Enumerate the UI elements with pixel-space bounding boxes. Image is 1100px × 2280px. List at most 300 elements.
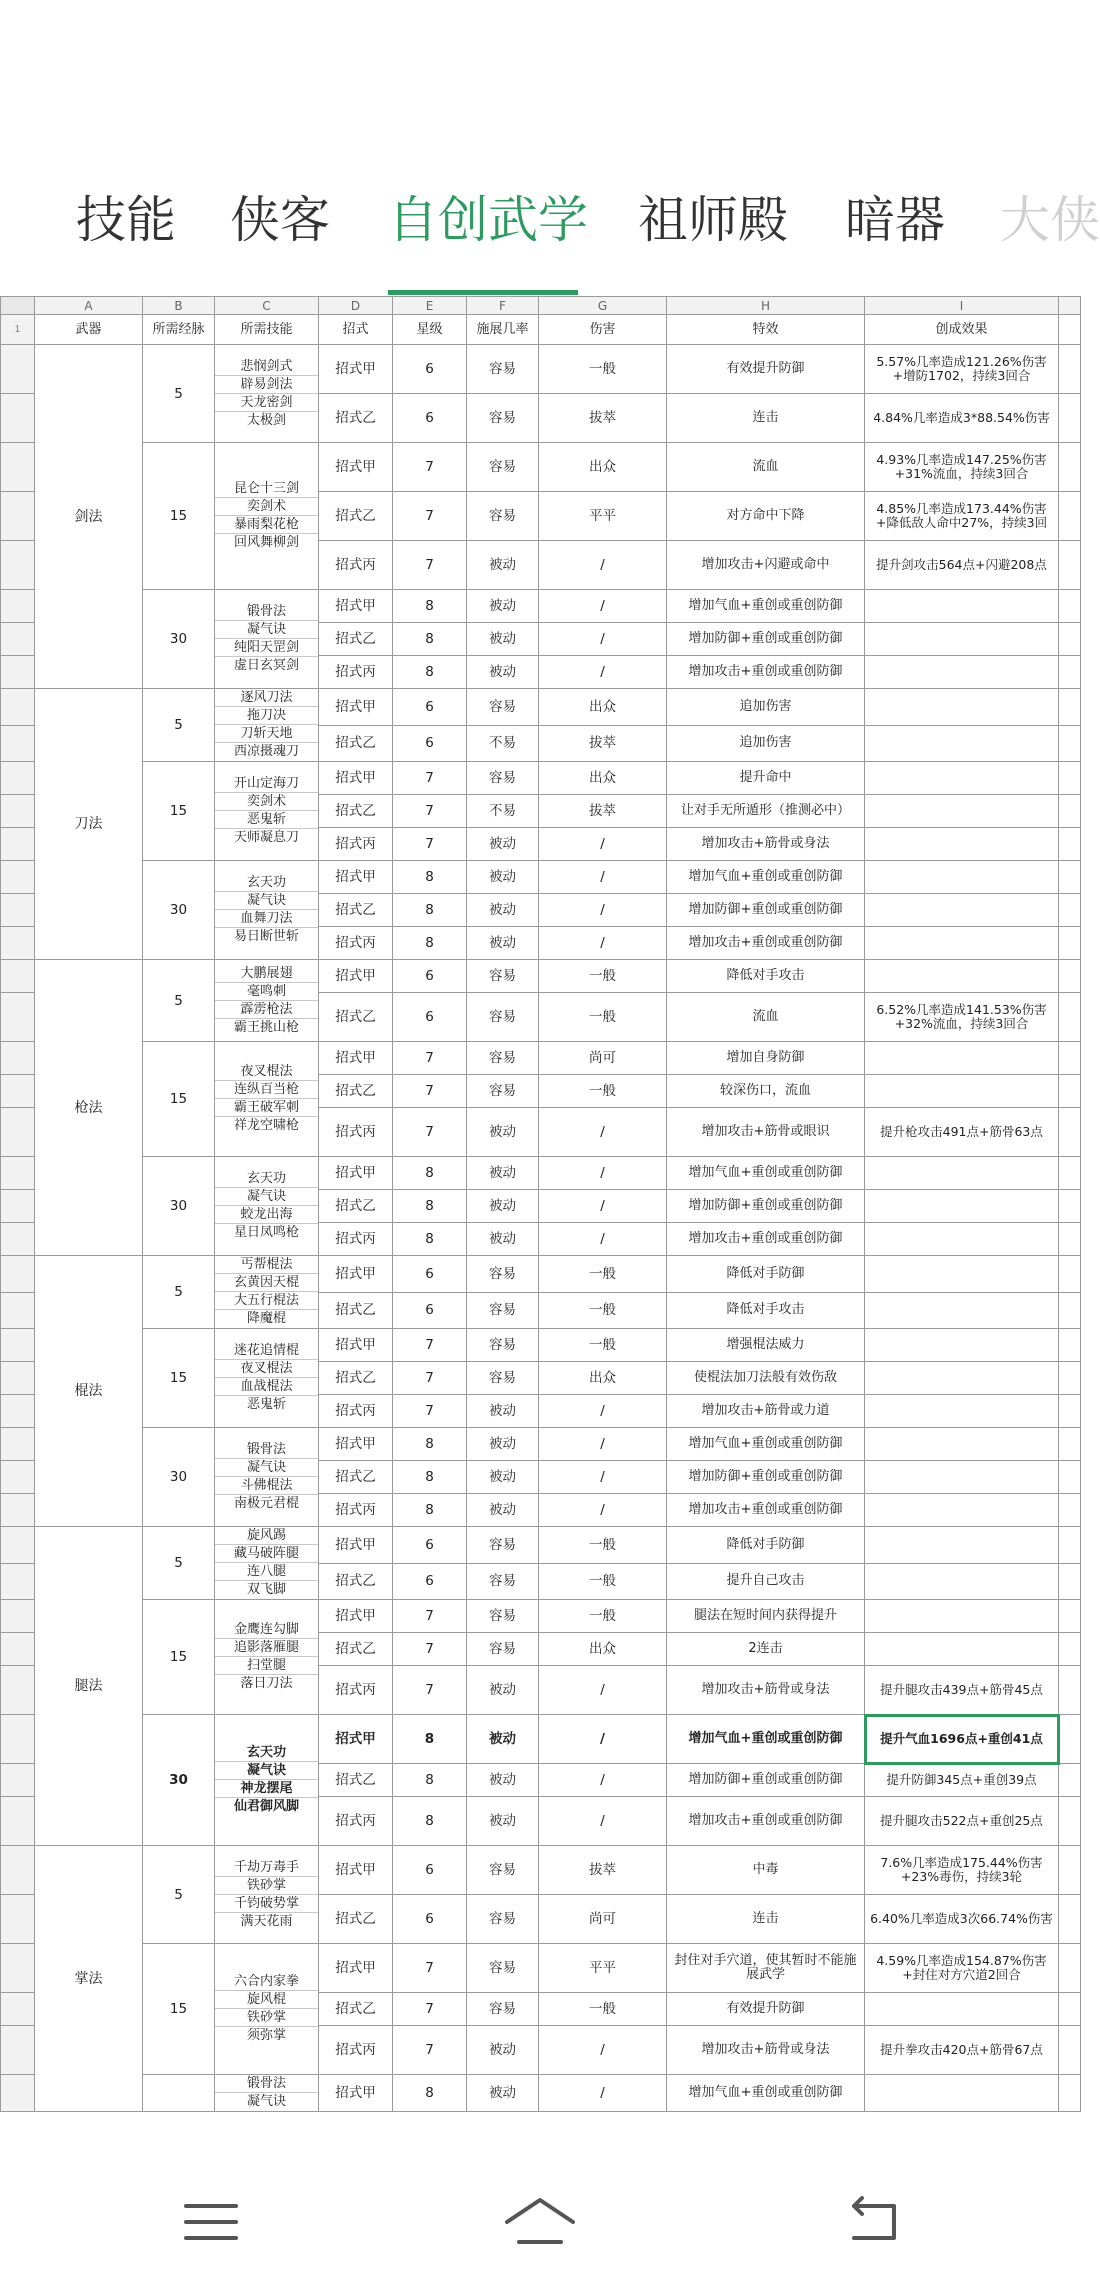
column-header[interactable]: A (35, 297, 143, 315)
column-header[interactable]: F (467, 297, 539, 315)
effect-cell[interactable]: 增加气血+重创或重创防御 (667, 1715, 865, 1764)
empty-cell[interactable] (1059, 1527, 1081, 1564)
spreadsheet[interactable] (0, 296, 1080, 2109)
row-number[interactable] (1, 1895, 35, 1944)
header-cell[interactable]: 所需技能 (215, 315, 319, 345)
star-cell[interactable]: 8 (393, 861, 467, 894)
header-cell[interactable]: 招式 (319, 315, 393, 345)
empty-cell[interactable] (1059, 1428, 1081, 1461)
star-cell[interactable]: 8 (393, 1461, 467, 1494)
empty-cell[interactable] (1059, 541, 1081, 590)
result-cell[interactable] (865, 656, 1059, 689)
rate-cell[interactable]: 被动 (467, 1666, 539, 1715)
rate-cell[interactable]: 被动 (467, 541, 539, 590)
result-cell[interactable] (865, 828, 1059, 861)
effect-cell[interactable]: 增加攻击+重创或重创防御 (667, 1223, 865, 1256)
header-cell[interactable]: 施展几率 (467, 315, 539, 345)
empty-cell[interactable] (1059, 828, 1081, 861)
result-cell[interactable] (865, 689, 1059, 726)
star-cell[interactable]: 8 (393, 656, 467, 689)
result-cell[interactable]: 4.59%几率造成154.87%伤害+封住对方穴道2回合 (865, 1944, 1059, 1993)
result-cell[interactable] (865, 1428, 1059, 1461)
move-cell[interactable]: 招式乙 (319, 1993, 393, 2026)
move-cell[interactable]: 招式乙 (319, 993, 393, 1042)
row-number[interactable] (1, 1715, 35, 1764)
move-cell[interactable]: 招式甲 (319, 960, 393, 993)
rate-cell[interactable]: 被动 (467, 894, 539, 927)
move-cell[interactable]: 招式甲 (319, 1042, 393, 1075)
damage-cell[interactable]: 一般 (539, 1256, 667, 1293)
effect-cell[interactable]: 腿法在短时间内获得提升 (667, 1600, 865, 1633)
rate-cell[interactable]: 容易 (467, 762, 539, 795)
rate-cell[interactable]: 容易 (467, 1042, 539, 1075)
effect-cell[interactable]: 增加攻击+重创或重创防御 (667, 1494, 865, 1527)
move-cell[interactable]: 招式甲 (319, 2075, 393, 2112)
result-cell[interactable] (865, 861, 1059, 894)
empty-cell[interactable] (1059, 345, 1081, 394)
row-number[interactable]: 1 (1, 315, 35, 345)
move-cell[interactable]: 招式甲 (319, 689, 393, 726)
weapon-cell[interactable]: 掌法 (35, 1846, 143, 2112)
empty-cell[interactable] (1059, 1190, 1081, 1223)
move-cell[interactable]: 招式乙 (319, 1764, 393, 1797)
star-cell[interactable]: 6 (393, 725, 467, 762)
empty-cell[interactable] (1059, 443, 1081, 492)
row-number[interactable] (1, 689, 35, 726)
damage-cell[interactable]: 出众 (539, 1362, 667, 1395)
move-cell[interactable]: 招式乙 (319, 1633, 393, 1666)
damage-cell[interactable]: 出众 (539, 689, 667, 726)
move-cell[interactable]: 招式乙 (319, 394, 393, 443)
rate-cell[interactable]: 容易 (467, 345, 539, 394)
empty-cell[interactable] (1059, 1292, 1081, 1329)
star-cell[interactable]: 6 (393, 1895, 467, 1944)
star-cell[interactable]: 6 (393, 1256, 467, 1293)
empty-cell[interactable] (1059, 590, 1081, 623)
effect-cell[interactable]: 使棍法加刀法般有效伤敌 (667, 1362, 865, 1395)
rate-cell[interactable]: 被动 (467, 2026, 539, 2075)
empty-cell[interactable] (1059, 960, 1081, 993)
effect-cell[interactable]: 增加攻击+闪避或命中 (667, 541, 865, 590)
move-cell[interactable]: 招式丙 (319, 1395, 393, 1428)
row-number[interactable] (1, 1600, 35, 1633)
star-cell[interactable]: 8 (393, 1157, 467, 1190)
column-header-extra[interactable] (1059, 297, 1081, 315)
column-header[interactable]: G (539, 297, 667, 315)
damage-cell[interactable]: / (539, 927, 667, 960)
damage-cell[interactable]: 尚可 (539, 1042, 667, 1075)
star-cell[interactable]: 7 (393, 762, 467, 795)
row-number[interactable] (1, 1042, 35, 1075)
damage-cell[interactable]: 一般 (539, 993, 667, 1042)
column-header[interactable]: C (215, 297, 319, 315)
damage-cell[interactable]: 一般 (539, 1075, 667, 1108)
damage-cell[interactable]: 拔萃 (539, 725, 667, 762)
result-cell[interactable] (865, 1993, 1059, 2026)
effect-cell[interactable]: 增强棍法威力 (667, 1329, 865, 1362)
star-cell[interactable]: 8 (393, 2075, 467, 2112)
req-meridian-cell[interactable]: 5 (143, 1846, 215, 1944)
result-cell[interactable] (865, 795, 1059, 828)
move-cell[interactable]: 招式甲 (319, 1428, 393, 1461)
move-cell[interactable]: 招式丙 (319, 1666, 393, 1715)
move-cell[interactable]: 招式丙 (319, 927, 393, 960)
move-cell[interactable]: 招式甲 (319, 1157, 393, 1190)
empty-cell[interactable] (1059, 623, 1081, 656)
row-number[interactable] (1, 2026, 35, 2075)
rate-cell[interactable]: 被动 (467, 1461, 539, 1494)
row-number[interactable] (1, 828, 35, 861)
move-cell[interactable]: 招式乙 (319, 1075, 393, 1108)
damage-cell[interactable]: / (539, 623, 667, 656)
effect-cell[interactable]: 增加气血+重创或重创防御 (667, 1157, 865, 1190)
damage-cell[interactable]: 一般 (539, 1292, 667, 1329)
star-cell[interactable]: 8 (393, 1764, 467, 1797)
star-cell[interactable]: 8 (393, 623, 467, 656)
damage-cell[interactable]: 拔萃 (539, 394, 667, 443)
rate-cell[interactable]: 容易 (467, 1600, 539, 1633)
star-cell[interactable]: 7 (393, 1633, 467, 1666)
damage-cell[interactable]: 一般 (539, 1329, 667, 1362)
damage-cell[interactable]: / (539, 1666, 667, 1715)
rate-cell[interactable]: 容易 (467, 1329, 539, 1362)
star-cell[interactable]: 7 (393, 443, 467, 492)
empty-cell[interactable] (1059, 1108, 1081, 1157)
rate-cell[interactable]: 不易 (467, 725, 539, 762)
move-cell[interactable]: 招式甲 (319, 1527, 393, 1564)
req-skills-cell[interactable] (215, 1846, 319, 1944)
effect-cell[interactable]: 降低对手攻击 (667, 1292, 865, 1329)
row-number[interactable] (1, 1666, 35, 1715)
req-skills-cell[interactable] (215, 762, 319, 861)
result-cell[interactable] (865, 1527, 1059, 1564)
row-number[interactable] (1, 1329, 35, 1362)
rate-cell[interactable]: 被动 (467, 1494, 539, 1527)
star-cell[interactable]: 7 (393, 1362, 467, 1395)
move-cell[interactable]: 招式甲 (319, 1256, 393, 1293)
req-meridian-cell[interactable]: 30 (143, 861, 215, 960)
damage-cell[interactable]: 尚可 (539, 1895, 667, 1944)
star-cell[interactable]: 8 (393, 1797, 467, 1846)
select-all-corner[interactable] (1, 297, 35, 315)
row-number[interactable] (1, 623, 35, 656)
req-meridian-cell[interactable]: 30 (143, 1715, 215, 1846)
move-cell[interactable]: 招式丙 (319, 541, 393, 590)
move-cell[interactable]: 招式乙 (319, 795, 393, 828)
move-cell[interactable]: 招式乙 (319, 1563, 393, 1600)
empty-cell[interactable] (1059, 1223, 1081, 1256)
effect-cell[interactable]: 增加攻击+筋骨或身法 (667, 1666, 865, 1715)
effect-cell[interactable]: 有效提升防御 (667, 345, 865, 394)
effect-cell[interactable]: 增加攻击+筋骨或眼识 (667, 1108, 865, 1157)
result-cell[interactable] (865, 1494, 1059, 1527)
move-cell[interactable]: 招式甲 (319, 590, 393, 623)
row-number[interactable] (1, 725, 35, 762)
rate-cell[interactable]: 容易 (467, 1075, 539, 1108)
rate-cell[interactable]: 被动 (467, 623, 539, 656)
empty-cell[interactable] (1059, 2075, 1081, 2112)
star-cell[interactable]: 6 (393, 1846, 467, 1895)
result-cell[interactable] (865, 1633, 1059, 1666)
move-cell[interactable]: 招式甲 (319, 443, 393, 492)
req-meridian-cell[interactable]: 15 (143, 762, 215, 861)
empty-cell[interactable] (1059, 1042, 1081, 1075)
rate-cell[interactable]: 容易 (467, 1292, 539, 1329)
req-skills-cell[interactable] (215, 1715, 319, 1846)
header-cell[interactable]: 星级 (393, 315, 467, 345)
row-number[interactable] (1, 1944, 35, 1993)
result-cell[interactable] (865, 762, 1059, 795)
damage-cell[interactable]: / (539, 828, 667, 861)
effect-cell[interactable]: 增加防御+重创或重创防御 (667, 1764, 865, 1797)
damage-cell[interactable]: 一般 (539, 1600, 667, 1633)
empty-cell[interactable] (1059, 656, 1081, 689)
result-cell[interactable]: 6.52%几率造成141.53%伤害+32%流血，持续3回合 (865, 993, 1059, 1042)
effect-cell[interactable]: 增加防御+重创或重创防御 (667, 623, 865, 656)
row-number[interactable] (1, 960, 35, 993)
rate-cell[interactable]: 被动 (467, 1715, 539, 1764)
move-cell[interactable]: 招式乙 (319, 492, 393, 541)
rate-cell[interactable]: 容易 (467, 1895, 539, 1944)
row-number[interactable] (1, 541, 35, 590)
result-cell[interactable] (865, 725, 1059, 762)
move-cell[interactable]: 招式丙 (319, 828, 393, 861)
move-cell[interactable]: 招式乙 (319, 623, 393, 656)
result-cell[interactable] (865, 1075, 1059, 1108)
star-cell[interactable]: 7 (393, 541, 467, 590)
damage-cell[interactable]: / (539, 1797, 667, 1846)
move-cell[interactable]: 招式丙 (319, 1797, 393, 1846)
star-cell[interactable]: 7 (393, 1395, 467, 1428)
damage-cell[interactable]: 拔萃 (539, 1846, 667, 1895)
req-meridian-cell[interactable]: 15 (143, 1042, 215, 1157)
req-skills-cell[interactable] (215, 1042, 319, 1157)
result-cell[interactable] (865, 1362, 1059, 1395)
effect-cell[interactable]: 增加攻击+重创或重创防御 (667, 927, 865, 960)
star-cell[interactable]: 7 (393, 1944, 467, 1993)
row-number[interactable] (1, 1428, 35, 1461)
move-cell[interactable]: 招式乙 (319, 1362, 393, 1395)
effect-cell[interactable]: 2连击 (667, 1633, 865, 1666)
star-cell[interactable]: 7 (393, 1600, 467, 1633)
rate-cell[interactable]: 容易 (467, 1563, 539, 1600)
effect-cell[interactable]: 降低对手攻击 (667, 960, 865, 993)
result-cell[interactable]: 5.57%几率造成121.26%伤害+增防1702，持续3回合 (865, 345, 1059, 394)
effect-cell[interactable]: 增加气血+重创或重创防御 (667, 590, 865, 623)
star-cell[interactable]: 8 (393, 894, 467, 927)
home-icon[interactable] (495, 2186, 585, 2256)
effect-cell[interactable]: 增加防御+重创或重创防御 (667, 1190, 865, 1223)
star-cell[interactable]: 6 (393, 1292, 467, 1329)
column-header[interactable]: I (865, 297, 1059, 315)
column-header[interactable]: D (319, 297, 393, 315)
weapon-cell[interactable]: 剑法 (35, 345, 143, 689)
tab-5[interactable]: 大侠 (1000, 191, 1100, 249)
rate-cell[interactable]: 被动 (467, 828, 539, 861)
column-header[interactable]: B (143, 297, 215, 315)
empty-cell[interactable] (1059, 1633, 1081, 1666)
effect-cell[interactable]: 增加气血+重创或重创防御 (667, 2075, 865, 2112)
effect-cell[interactable]: 增加防御+重创或重创防御 (667, 894, 865, 927)
row-number[interactable] (1, 1157, 35, 1190)
damage-cell[interactable]: 一般 (539, 1527, 667, 1564)
tab-3[interactable]: 祖师殿 (638, 191, 788, 249)
row-number[interactable] (1, 927, 35, 960)
rate-cell[interactable]: 容易 (467, 993, 539, 1042)
effect-cell[interactable]: 增加自身防御 (667, 1042, 865, 1075)
req-meridian-cell[interactable]: 30 (143, 1157, 215, 1256)
result-cell[interactable]: 提升拳攻击420点+筋骨67点 (865, 2026, 1059, 2075)
move-cell[interactable]: 招式甲 (319, 861, 393, 894)
row-number[interactable] (1, 492, 35, 541)
damage-cell[interactable]: / (539, 894, 667, 927)
result-cell[interactable] (865, 623, 1059, 656)
row-number[interactable] (1, 443, 35, 492)
damage-cell[interactable]: / (539, 1108, 667, 1157)
rate-cell[interactable]: 容易 (467, 1633, 539, 1666)
result-cell[interactable] (865, 1292, 1059, 1329)
result-cell[interactable]: 6.40%几率造成3次66.74%伤害 (865, 1895, 1059, 1944)
empty-cell[interactable] (1059, 1075, 1081, 1108)
effect-cell[interactable]: 追加伤害 (667, 689, 865, 726)
rate-cell[interactable]: 容易 (467, 1256, 539, 1293)
move-cell[interactable]: 招式丙 (319, 656, 393, 689)
empty-cell[interactable] (1059, 1895, 1081, 1944)
damage-cell[interactable]: / (539, 2075, 667, 2112)
damage-cell[interactable]: / (539, 1461, 667, 1494)
effect-cell[interactable]: 降低对手防御 (667, 1527, 865, 1564)
empty-cell[interactable] (1059, 394, 1081, 443)
column-header[interactable]: E (393, 297, 467, 315)
damage-cell[interactable]: / (539, 1764, 667, 1797)
move-cell[interactable]: 招式甲 (319, 1600, 393, 1633)
header-cell[interactable]: 所需经脉 (143, 315, 215, 345)
star-cell[interactable]: 8 (393, 1190, 467, 1223)
empty-cell[interactable] (1059, 1944, 1081, 1993)
result-cell[interactable] (865, 1395, 1059, 1428)
weapon-cell[interactable]: 腿法 (35, 1527, 143, 1846)
move-cell[interactable]: 招式丙 (319, 1108, 393, 1157)
req-skills-cell[interactable] (215, 1944, 319, 2075)
empty-cell[interactable] (1059, 1846, 1081, 1895)
rate-cell[interactable]: 容易 (467, 443, 539, 492)
req-skills-cell[interactable] (215, 689, 319, 762)
result-cell[interactable] (865, 590, 1059, 623)
rate-cell[interactable]: 被动 (467, 1797, 539, 1846)
effect-cell[interactable]: 中毒 (667, 1846, 865, 1895)
empty-cell[interactable] (1059, 1395, 1081, 1428)
effect-cell[interactable]: 增加攻击+重创或重创防御 (667, 1797, 865, 1846)
result-cell[interactable]: 提升剑攻击564点+闪避208点 (865, 541, 1059, 590)
req-meridian-cell[interactable]: 30 (143, 1428, 215, 1527)
move-cell[interactable]: 招式甲 (319, 1329, 393, 1362)
move-cell[interactable]: 招式丙 (319, 2026, 393, 2075)
effect-cell[interactable]: 增加攻击+筋骨或身法 (667, 828, 865, 861)
result-cell[interactable] (865, 1461, 1059, 1494)
rate-cell[interactable]: 被动 (467, 1764, 539, 1797)
move-cell[interactable]: 招式甲 (319, 1846, 393, 1895)
req-meridian-cell[interactable]: 15 (143, 443, 215, 590)
req-skills-cell[interactable] (215, 443, 319, 590)
result-cell[interactable] (865, 927, 1059, 960)
rate-cell[interactable]: 容易 (467, 1993, 539, 2026)
column-header[interactable]: H (667, 297, 865, 315)
move-cell[interactable]: 招式乙 (319, 1292, 393, 1329)
damage-cell[interactable]: / (539, 1157, 667, 1190)
rate-cell[interactable]: 被动 (467, 1395, 539, 1428)
damage-cell[interactable]: 拔萃 (539, 795, 667, 828)
rate-cell[interactable]: 容易 (467, 1846, 539, 1895)
rate-cell[interactable]: 被动 (467, 861, 539, 894)
effect-cell[interactable]: 增加攻击+筋骨或身法 (667, 2026, 865, 2075)
rate-cell[interactable]: 被动 (467, 1223, 539, 1256)
empty-cell[interactable] (1059, 1666, 1081, 1715)
result-cell[interactable]: 4.93%几率造成147.25%伤害+31%流血，持续3回合 (865, 443, 1059, 492)
row-number[interactable] (1, 894, 35, 927)
effect-cell[interactable]: 增加攻击+重创或重创防御 (667, 656, 865, 689)
star-cell[interactable]: 8 (393, 1223, 467, 1256)
star-cell[interactable]: 7 (393, 1075, 467, 1108)
req-skills-cell[interactable] (215, 1428, 319, 1527)
result-cell[interactable] (865, 1042, 1059, 1075)
star-cell[interactable]: 6 (393, 394, 467, 443)
effect-cell[interactable]: 有效提升防御 (667, 1993, 865, 2026)
rate-cell[interactable]: 被动 (467, 656, 539, 689)
req-meridian-cell[interactable]: 15 (143, 1944, 215, 2075)
star-cell[interactable]: 7 (393, 828, 467, 861)
empty-cell[interactable] (1059, 725, 1081, 762)
damage-cell[interactable]: / (539, 1395, 667, 1428)
header-cell[interactable]: 武器 (35, 315, 143, 345)
move-cell[interactable]: 招式乙 (319, 1895, 393, 1944)
empty-cell[interactable] (1059, 894, 1081, 927)
rate-cell[interactable]: 被动 (467, 1157, 539, 1190)
req-meridian-cell[interactable]: 5 (143, 1527, 215, 1600)
result-cell[interactable] (865, 1329, 1059, 1362)
rate-cell[interactable]: 容易 (467, 492, 539, 541)
row-number[interactable] (1, 762, 35, 795)
rate-cell[interactable]: 被动 (467, 1108, 539, 1157)
row-number[interactable] (1, 2075, 35, 2112)
weapon-cell[interactable]: 刀法 (35, 689, 143, 960)
row-number[interactable] (1, 1256, 35, 1293)
empty-cell[interactable] (1059, 927, 1081, 960)
row-number[interactable] (1, 795, 35, 828)
damage-cell[interactable]: 出众 (539, 1633, 667, 1666)
req-skills-cell[interactable] (215, 1157, 319, 1256)
result-cell[interactable] (865, 1600, 1059, 1633)
row-number[interactable] (1, 1292, 35, 1329)
row-number[interactable] (1, 993, 35, 1042)
req-skills-cell[interactable] (215, 1527, 319, 1600)
empty-cell[interactable] (1059, 795, 1081, 828)
result-cell[interactable] (865, 894, 1059, 927)
header-cell[interactable]: 创成效果 (865, 315, 1059, 345)
rate-cell[interactable]: 被动 (467, 590, 539, 623)
row-number[interactable] (1, 861, 35, 894)
result-cell[interactable]: 4.85%几率造成173.44%伤害+降低敌人命中27%，持续3回 (865, 492, 1059, 541)
empty-cell[interactable] (1059, 1362, 1081, 1395)
row-number[interactable] (1, 1993, 35, 2026)
result-cell[interactable] (865, 1256, 1059, 1293)
result-cell[interactable] (865, 2075, 1059, 2112)
star-cell[interactable]: 7 (393, 1993, 467, 2026)
rate-cell[interactable]: 被动 (467, 1428, 539, 1461)
row-number[interactable] (1, 1527, 35, 1564)
star-cell[interactable]: 8 (393, 927, 467, 960)
move-cell[interactable]: 招式甲 (319, 1944, 393, 1993)
back-icon[interactable] (826, 2186, 916, 2256)
